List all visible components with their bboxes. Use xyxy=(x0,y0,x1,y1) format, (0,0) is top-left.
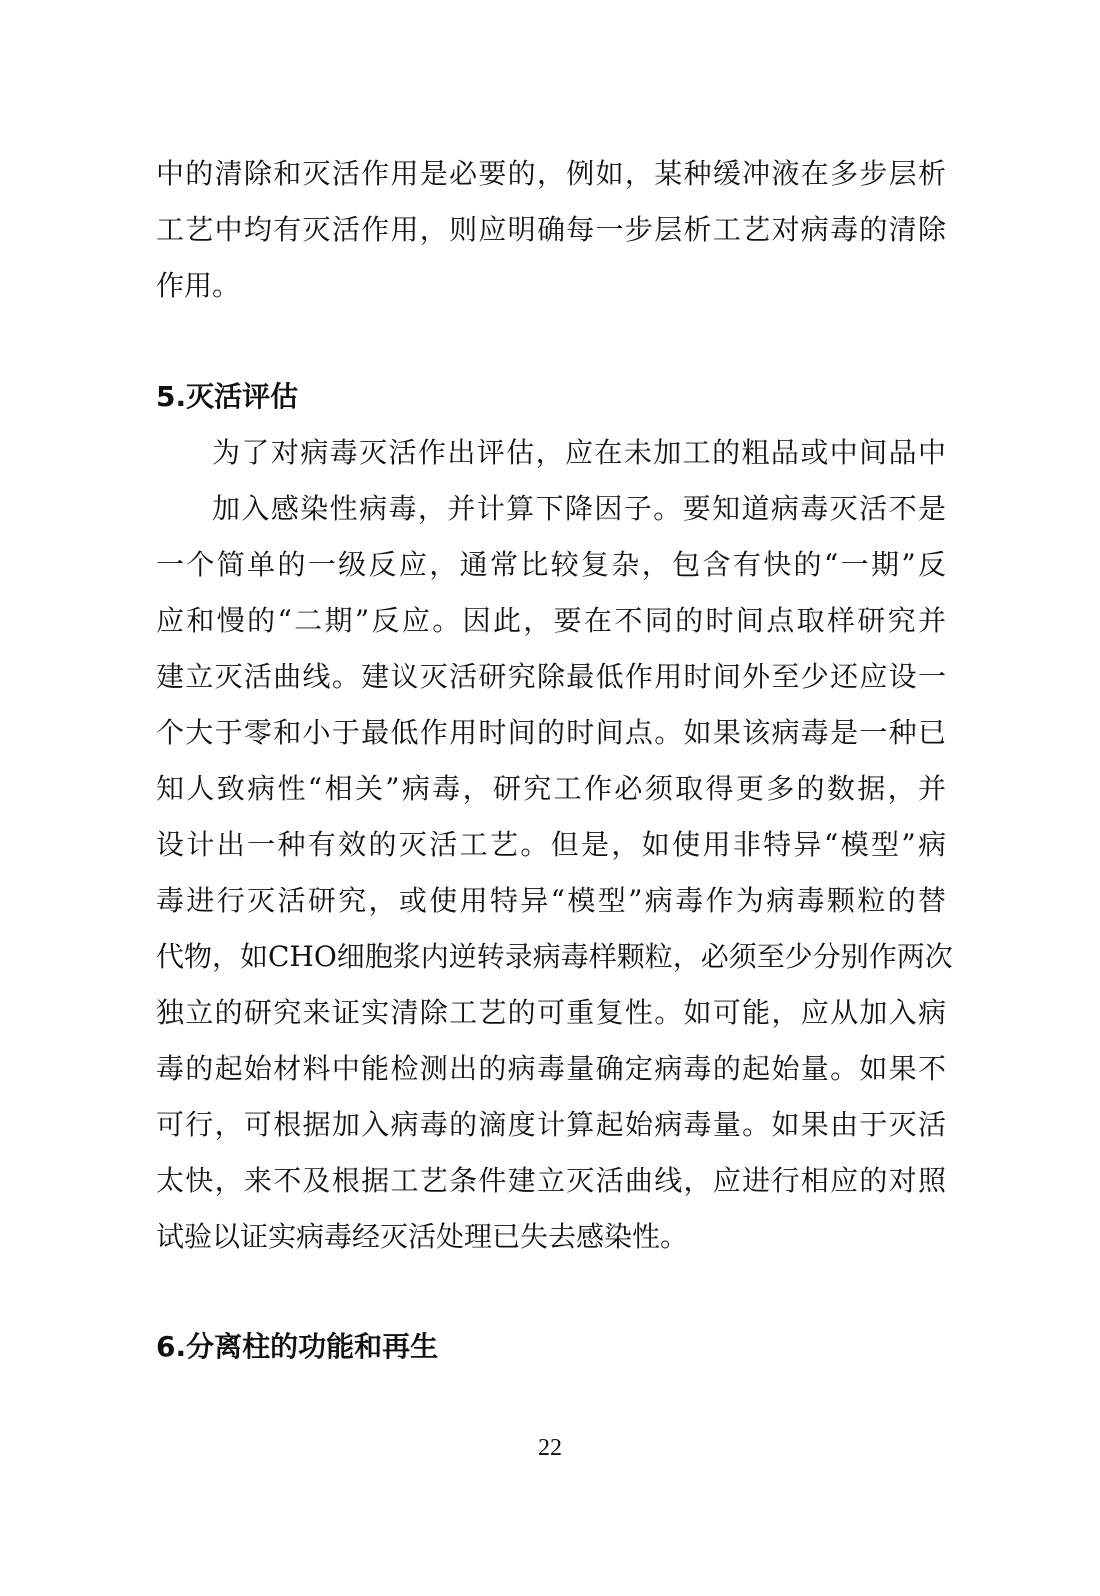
paragraph-line: 应和慢的“二期”反应。因此，要在不同的时间点取样研究并 xyxy=(156,604,946,637)
paragraph-line: 毒进行灭活研究，或使用特异“模型”病毒作为病毒颗粒的替 xyxy=(156,884,946,917)
paragraph-line: 试验以证实病毒经灭活处理已失去感染性。 xyxy=(156,1220,689,1253)
paragraph-line: 工艺中均有灭活作用，则应明确每一步层析工艺对病毒的清除 xyxy=(156,213,946,246)
paragraph-line: 中的清除和灭活作用是必要的，例如，某种缓冲液在多步层析 xyxy=(156,157,946,190)
section-heading-column-function-regeneration: 6.分离柱的功能和再生 xyxy=(156,1330,439,1363)
paragraph-line: 毒的起始材料中能检测出的病毒量确定病毒的起始量。如果不 xyxy=(156,1052,946,1085)
paragraph-line: 代物，如CHO细胞浆内逆转录病毒样颗粒，必须至少分别作两次 xyxy=(156,940,953,973)
section-heading-inactivation-evaluation: 5.灭活评估 xyxy=(156,380,299,413)
paragraph-line: 一个简单的一级反应，通常比较复杂，包含有快的“一期”反 xyxy=(156,548,946,581)
paragraph-line: 个大于零和小于最低作用时间的时间点。如果该病毒是一种已 xyxy=(156,716,946,749)
paragraph-line: 加入感染性病毒，并计算下降因子。要知道病毒灭活不是 xyxy=(212,492,946,525)
paragraph-line: 可行，可根据加入病毒的滴度计算起始病毒量。如果由于灭活 xyxy=(156,1108,946,1141)
paragraph-line: 知人致病性“相关”病毒，研究工作必须取得更多的数据，并 xyxy=(156,772,946,805)
paragraph-line: 独立的研究来证实清除工艺的可重复性。如可能，应从加入病 xyxy=(156,996,946,1029)
page-number: 22 xyxy=(538,1435,562,1461)
paragraph-line: 为了对病毒灭活作出评估，应在未加工的粗品或中间品中 xyxy=(212,436,946,469)
paragraph-line: 设计出一种有效的灭活工艺。但是，如使用非特异“模型”病 xyxy=(156,828,946,861)
paragraph-line: 作用。 xyxy=(156,269,241,302)
paragraph-line: 建立灭活曲线。建议灭活研究除最低作用时间外至少还应设一 xyxy=(156,660,946,693)
paragraph-line: 太快，来不及根据工艺条件建立灭活曲线，应进行相应的对照 xyxy=(156,1164,946,1197)
